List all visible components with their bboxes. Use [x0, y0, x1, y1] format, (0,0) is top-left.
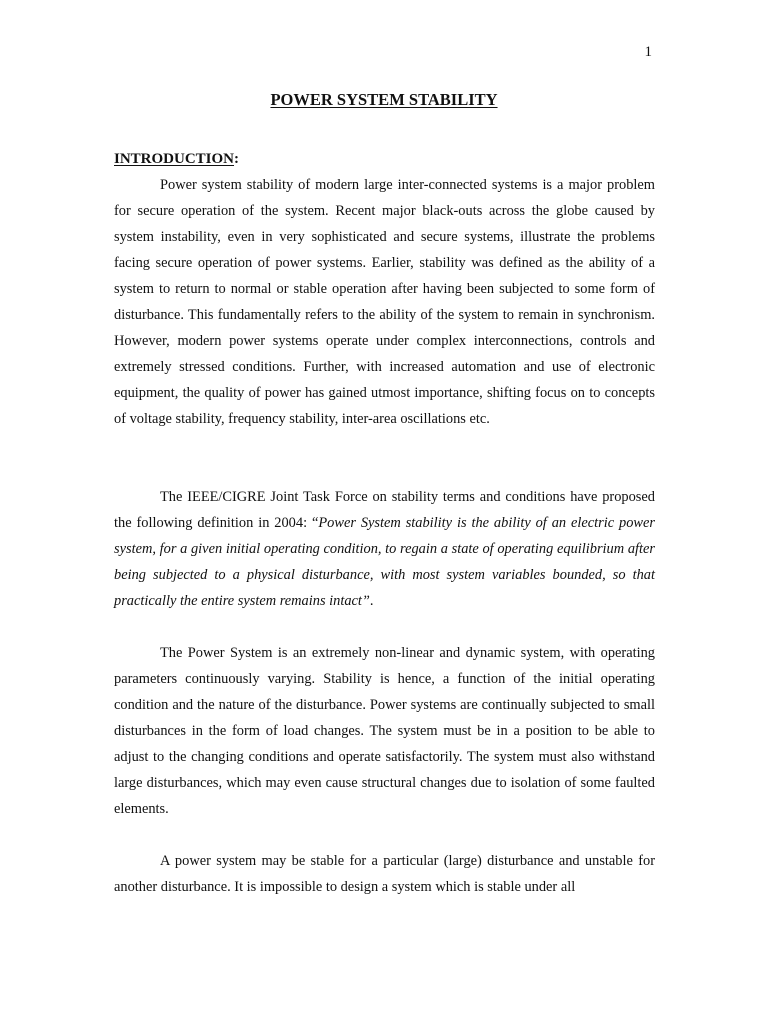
paragraph-1: Power system stability of modern large inter-connected systems is a major problem for secure operation of the system. Recent major black-outs across the globe caused by system instability, even in very sophisticated and secure systems, illustrate the problems facing secure operation of power systems. Earlier, stability was defined as the ability of a system to return to normal or stable operation after having been subjected to some form of disturbance. This fundamentally refers to the ability of the system to remain in synchronism. However, modern power systems operate under complex interconnections, controls and extremely stressed conditions. Further, with increased automation and use of electronic equipment, the quality of power has gained utmost importance, shifting focus on to concepts of voltage stability, frequency stability, inter-area oscillations etc.: [114, 177, 655, 427]
section-heading: [114, 151, 239, 168]
paragraph-2: [114, 484, 655, 614]
paragraph-2-lead: The IEEE/CIGRE Joint Task Force on stability terms and conditions have proposed the following definition in 2004: “: [114, 489, 655, 531]
paragraph-3: The Power System is an extremely non-linear and dynamic system, with operating parameters continuously varying. Stability is hence, a function of the initial operating condition and the nature of the disturbance. Power systems are continually subjected to small disturbances in the form of load changes. The system must be in a position to be able to adjust to the changing conditions and operate satisfactorily. The system must also withstand large disturbances, which may even cause structural changes due to isolation of some faulted elements.: [114, 645, 655, 817]
paragraph-4: A power system may be stable for a particular (large) disturbance and unstable for another disturbance. It is impossible to design a system which is stable under all: [114, 853, 655, 895]
paragraph-2-end: .: [369, 593, 374, 609]
page-number: 1: [644, 44, 652, 60]
document-title: POWER SYSTEM STABILITY: [270, 90, 498, 109]
definition-quote: Power System stability is the ability of an electric power system, for a given initial operating condition, to regain a state of operating equilibrium after being subjected to a physical disturbance, with most system variables bounded, so that practically the entire system remains intact”: [114, 515, 656, 609]
section-heading-text: INTRODUCTION: [114, 151, 235, 167]
section-heading-colon: :: [234, 151, 240, 167]
